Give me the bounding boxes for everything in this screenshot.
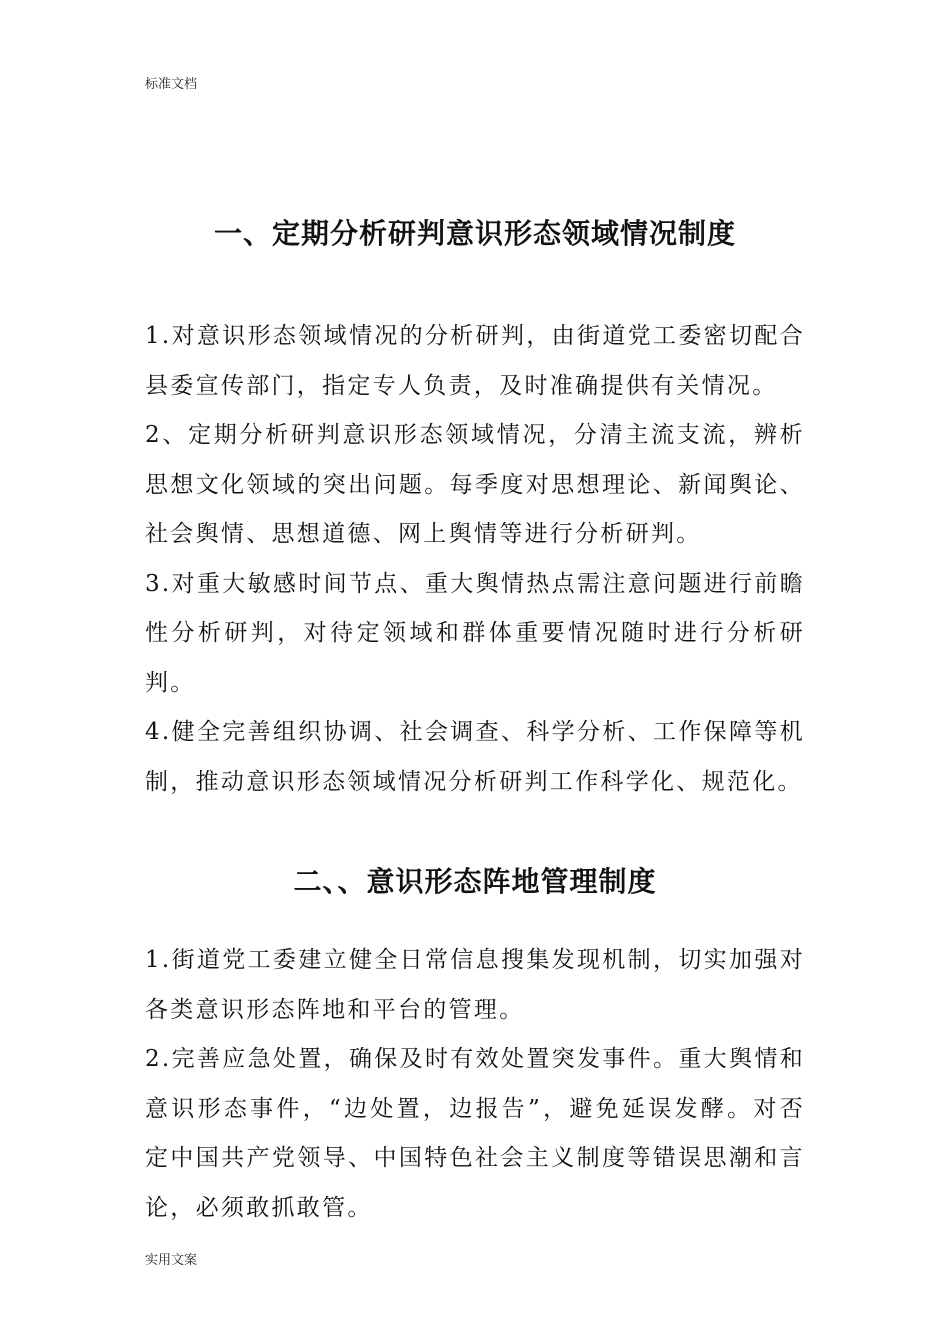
section-body-1 (145, 312, 805, 807)
paragraph: 2、定期分析研判意识形态领域情况，分清主流支流，辨析思想文化领域的突出问题。每季度对思想理论、新闻舆论、社会舆情、思想道德、网上舆情等进行分析研判。 (145, 422, 805, 547)
paragraph: 2.完善应急处置，确保及时有效处置突发事件。重大舆情和意识形态事件，“边处置，边报告”，避免延误发酵。对否定中国共产党领导、中国特色社会主义制度等错误思潮和言论，必须敢抓敢管。 (145, 1046, 805, 1221)
page-header-label: 标准文档 (145, 77, 198, 92)
section-title-1: 一、定期分析研判意识形态领域情况制度 (213, 217, 736, 250)
section-body-2 (145, 936, 805, 1233)
paragraph: 1.街道党工委建立健全日常信息搜集发现机制，切实加强对各类意识形态阵地和平台的管理。 (145, 947, 805, 1023)
page-footer-label: 实用文案 (145, 1253, 198, 1268)
section-title-2: 二、、意识形态阵地管理制度 (293, 865, 657, 898)
paragraph: 4.健全完善组织协调、社会调查、科学分析、工作保障等机制，推动意识形态领域情况分析研判工作科学化、规范化。 (145, 719, 805, 795)
paragraph: 3.对重大敏感时间节点、重大舆情热点需注意问题进行前瞻性分析研判，对待定领域和群体重要情况随时进行分析研判。 (145, 570, 805, 696)
paragraph: 1.对意识形态领域情况的分析研判，由街道党工委密切配合县委宣传部门，指定专人负责，及时准确提供有关情况。 (145, 323, 805, 399)
